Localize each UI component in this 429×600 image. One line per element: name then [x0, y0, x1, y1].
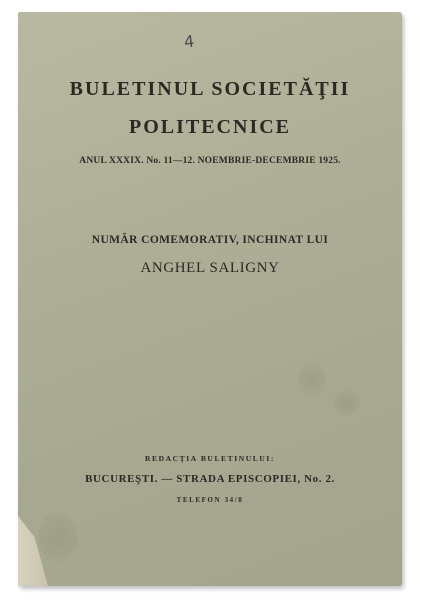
honoree-name: ANGHEL SALIGNY [140, 260, 280, 276]
booklet-cover [18, 12, 402, 586]
title-line-1: BULETINUL SOCIETĂŢII [69, 78, 351, 100]
dedication-line: NUMĂR COMEMORATIV, INCHINAT LUI [91, 234, 329, 246]
paper-stain [298, 362, 326, 396]
handwritten-number: 4 [183, 31, 196, 52]
issue-line: ANUL XXXIX. No. 11—12. NOEMBRIE-DECEMBRIE 1925. [79, 156, 341, 166]
address-line: BUCUREŞTI. — STRADA EPISCOPIEI, No. 2. [85, 473, 335, 485]
telephone-line: TELEFON 34/8 [176, 496, 244, 504]
paper-stain [38, 512, 78, 562]
editorial-label: REDACŢIA BULETINULUI: [144, 454, 276, 463]
paper-stain [333, 390, 359, 416]
title-line-2: POLITECNICE [128, 116, 292, 138]
